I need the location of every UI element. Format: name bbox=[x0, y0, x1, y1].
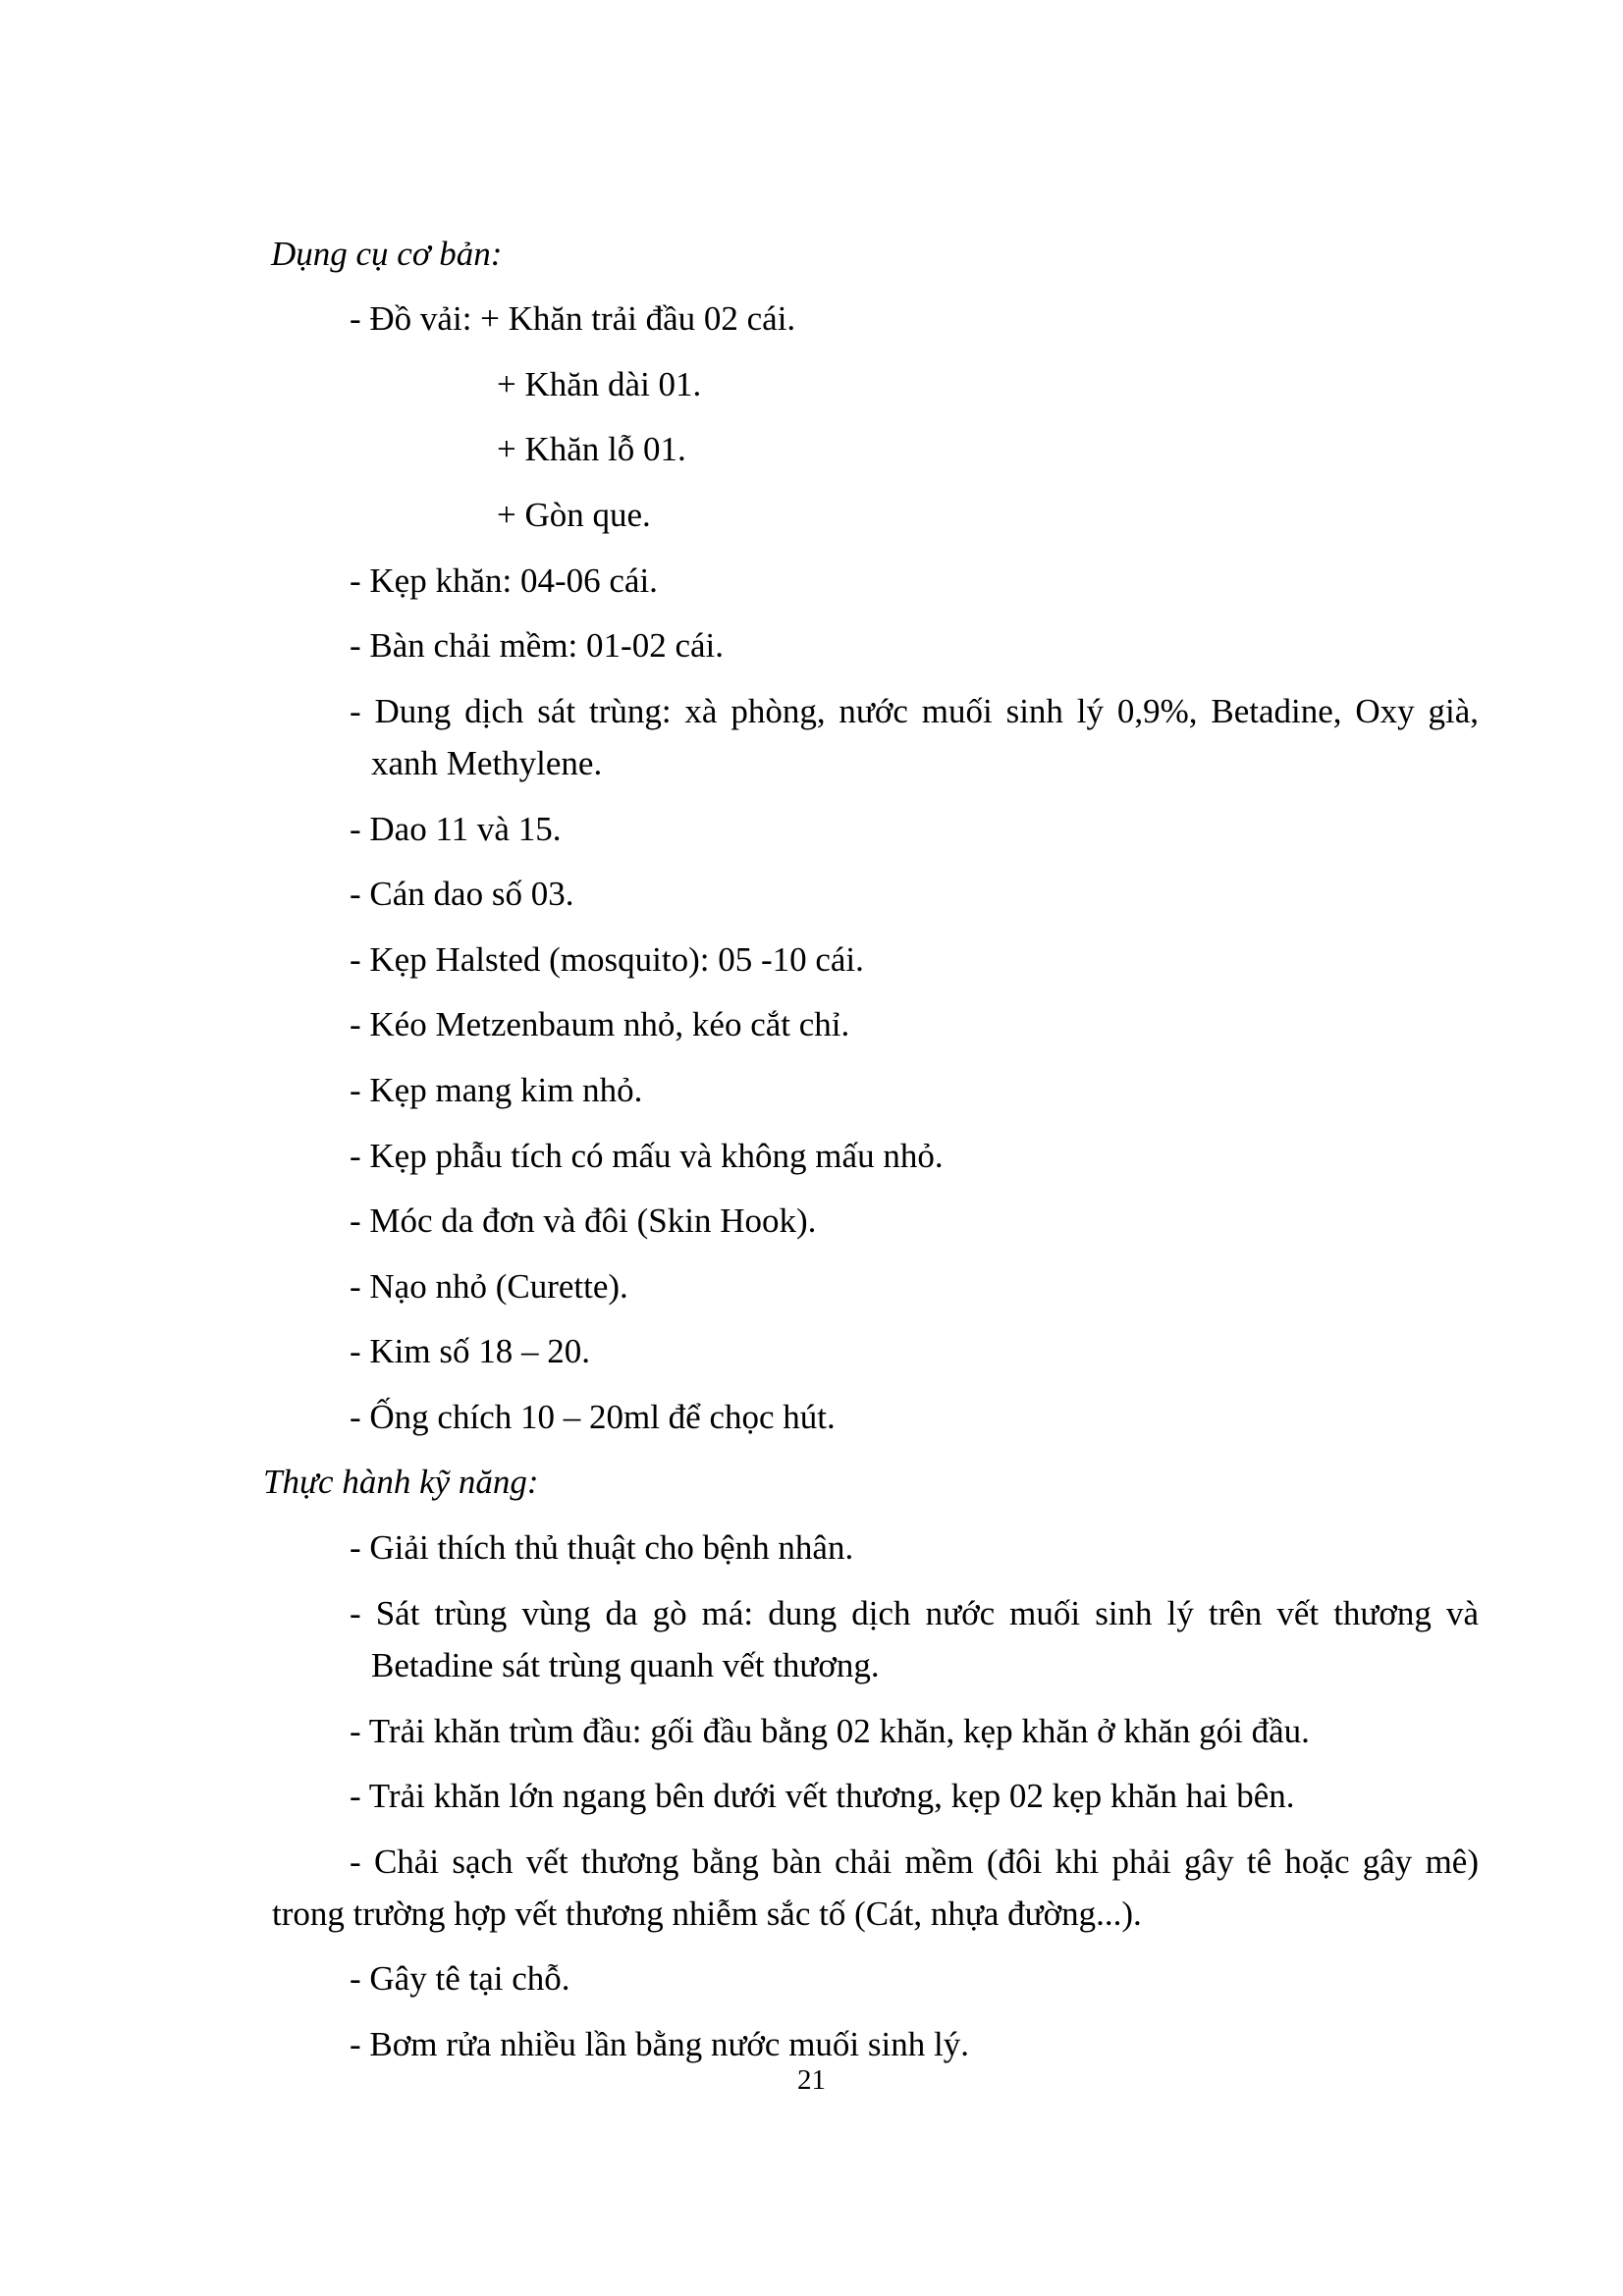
page-number: 21 bbox=[797, 2064, 826, 2096]
list-item: - Kẹp mang kim nhỏ. bbox=[350, 1071, 643, 1109]
list-item-linen: - Đồ vải: + Khăn trải đầu 02 cái. bbox=[350, 299, 796, 338]
step-item: - Bơm rửa nhiều lần bằng nước muối sinh lý. bbox=[350, 2025, 969, 2063]
list-item: - Kẹp Halsted (mosquito): 05 -10 cái. bbox=[350, 940, 864, 979]
list-item: - Kéo Metzenbaum nhỏ, kéo cắt chỉ. bbox=[350, 1005, 850, 1043]
step-item: - Gây tê tại chỗ. bbox=[350, 1959, 570, 1998]
list-item: - Dao 11 và 15. bbox=[350, 810, 562, 848]
step-item-disinfect-continued: Betadine sát trùng quanh vết thương. bbox=[371, 1646, 880, 1684]
list-item: - Cán dao số 03. bbox=[350, 875, 574, 913]
list-item: - Móc da đơn và đôi (Skin Hook). bbox=[350, 1201, 817, 1240]
list-item: - Nạo nhỏ (Curette). bbox=[350, 1267, 628, 1306]
list-item: - Kim số 18 – 20. bbox=[350, 1332, 590, 1370]
step-item: - Trải khăn lớn ngang bên dưới vết thương, kẹp 02 kẹp khăn hai bên. bbox=[350, 1777, 1295, 1815]
step-item-disinfect: - Sát trùng vùng da gò má: dung dịch nước muối sinh lý trên vết thương và bbox=[350, 1594, 1479, 1632]
step-item-brush-continued: trong trường hợp vết thương nhiễm sắc tố (Cát, nhựa đường...). bbox=[272, 1895, 1142, 1933]
list-item-antiseptic: - Dung dịch sát trùng: xà phòng, nước muối sinh lý 0,9%, Betadine, Oxy già, bbox=[350, 692, 1479, 730]
list-subitem-linen: + Khăn dài 01. bbox=[497, 365, 702, 403]
section-heading-practice: Thực hành kỹ năng: bbox=[263, 1463, 539, 1501]
list-item: - Kẹp khăn: 04-06 cái. bbox=[350, 561, 658, 600]
list-item: - Ống chích 10 – 20ml để chọc hút. bbox=[350, 1398, 836, 1436]
list-subitem-linen: + Gòn que. bbox=[497, 496, 651, 534]
step-item-brush: - Chải sạch vết thương bằng bàn chải mềm (đôi khi phải gây tê hoặc gây mê) bbox=[350, 1842, 1479, 1881]
list-item-antiseptic-continued: xanh Methylene. bbox=[371, 744, 603, 782]
step-item: - Trải khăn trùm đầu: gối đầu bằng 02 khăn, kẹp khăn ở khăn gói đầu. bbox=[350, 1712, 1310, 1750]
list-item: - Bàn chải mềm: 01-02 cái. bbox=[350, 626, 724, 665]
step-item: - Giải thích thủ thuật cho bệnh nhân. bbox=[350, 1528, 854, 1567]
list-item: - Kẹp phẫu tích có mấu và không mấu nhỏ. bbox=[350, 1137, 944, 1175]
list-subitem-linen: + Khăn lỗ 01. bbox=[497, 430, 686, 468]
section-heading-equipment: Dụng cụ cơ bản: bbox=[271, 235, 503, 273]
